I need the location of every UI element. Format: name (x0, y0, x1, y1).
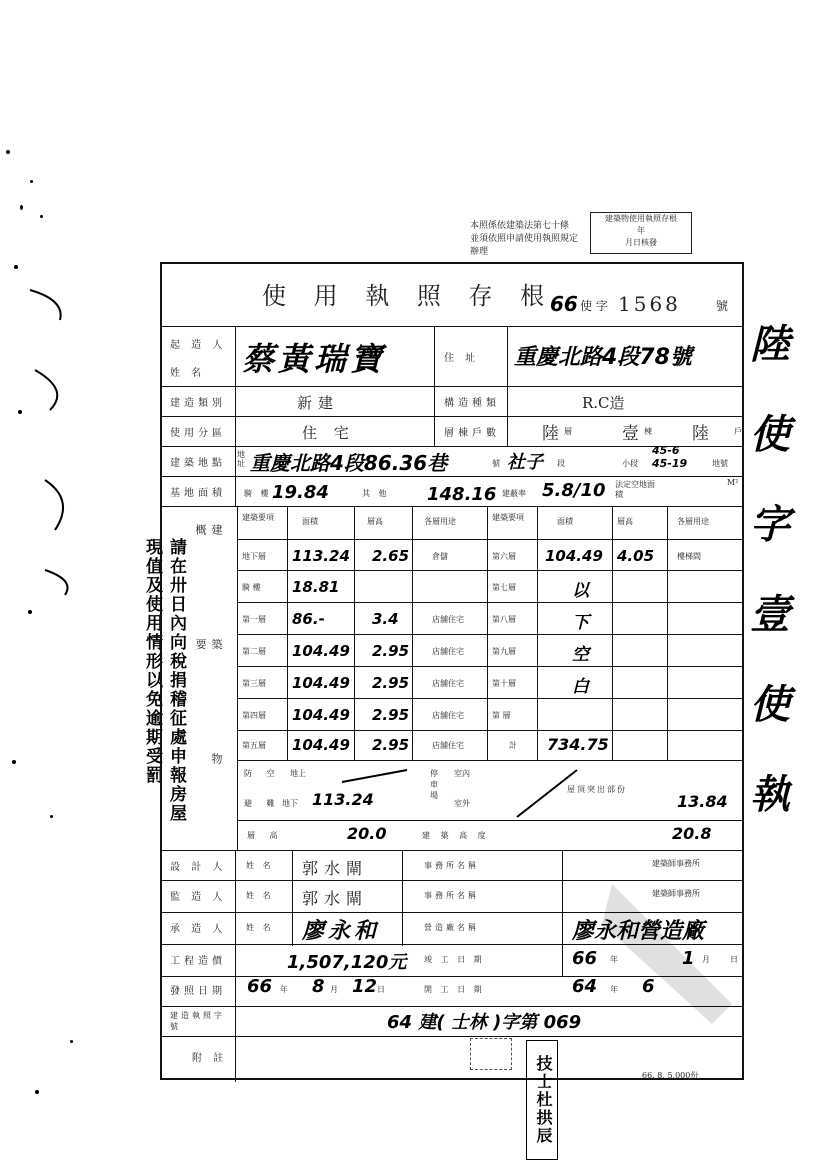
col-header-item: 建築要項 (242, 513, 274, 522)
floor-area: 18.81 (292, 578, 340, 596)
completion-month-unit: 月 (702, 955, 710, 964)
issue-month-unit: 月 (330, 985, 338, 994)
faint-seal (470, 1038, 512, 1070)
floor-name: 第八層 (492, 615, 516, 624)
floor-height: 2.95 (372, 674, 410, 692)
contractor-factory-label: 營造廠名稱 (424, 923, 479, 932)
building-height-label: 建 築 高 度 (422, 831, 490, 840)
floor-area: 白 (572, 677, 589, 697)
base-area-label: 基地面積 (170, 488, 226, 499)
issue-year: 66 (247, 976, 273, 997)
floor-use: 店舖住宅 (432, 741, 464, 750)
building-summary-label: 建 築 物 概 要 (194, 524, 223, 814)
floor-name: 地下層 (242, 552, 266, 561)
floors-value: 陸 (542, 424, 559, 444)
scan-speck (30, 180, 33, 183)
stamp-line: 建築物使用執照存根 (605, 214, 677, 223)
footer-print: 66. 8. 5,000份 (642, 1071, 699, 1080)
strike-lines (332, 762, 632, 822)
floor-use: 店舖住宅 (432, 647, 464, 656)
civil-defense-label: 防 空 (244, 769, 281, 778)
floor-use: 店舖住宅 (432, 615, 464, 624)
floor-area: 104.49 (292, 706, 350, 724)
floor-use: 店舖住宅 (432, 679, 464, 688)
permit-label: 建造執照字號 (170, 1011, 225, 1031)
permit-value: 64 建( 士林 )字第 069 (387, 1012, 582, 1033)
edge-char: 使 (750, 412, 790, 458)
license-year: 66 (550, 292, 578, 316)
parking-indoor: 室內 (454, 769, 470, 778)
issue-label: 發照日期 (170, 986, 226, 997)
floors-unit: 層 (564, 427, 572, 436)
floor-name: 第五層 (242, 741, 266, 750)
roof-value: 13.84 (677, 792, 728, 811)
col-header-use: 各層用途 (424, 517, 456, 526)
edge-char: 字 (750, 502, 790, 548)
supervisor-office-label: 事務所名稱 (424, 891, 479, 900)
site-sub-label: 地址 (237, 450, 245, 468)
scan-speck (28, 610, 32, 614)
site-small-section: 小段 (622, 459, 638, 468)
floor-name: 第四層 (242, 711, 266, 720)
edge-char: 壹 (750, 592, 790, 638)
edge-char: 使 (750, 682, 790, 728)
site-lot-numbers (652, 444, 687, 470)
contractor-name-label: 姓 名 (246, 923, 274, 932)
scan-speck (50, 815, 53, 818)
stamp-line: 並須依照申請使用執照規定辦理 (470, 234, 579, 257)
scan-speck (35, 1090, 39, 1094)
below-ground-label: 地下 (282, 799, 298, 808)
open-space-label: 法定空地面積 (615, 480, 655, 499)
site-label: 建築地點 (170, 458, 226, 469)
floor-area: 104.49 (292, 736, 350, 754)
floor-area: 86.- (292, 610, 325, 628)
seal-smudge (592, 864, 742, 1054)
floor-height: 3.4 (372, 610, 399, 628)
site-lot-number: 45-19 (652, 457, 688, 470)
designer-office-label: 事務所名稱 (424, 861, 479, 870)
owner-name: 蔡黃瑞寶 (242, 340, 387, 378)
issue-day-unit: 日 (377, 985, 385, 994)
issue-day: 12 (352, 976, 378, 997)
other-label: 其 他 (362, 489, 390, 498)
scan-speck (40, 215, 43, 218)
edge-char: 陸 (750, 322, 790, 368)
completion-label: 竣 工 日 期 (424, 955, 485, 964)
license-word: 使 字 (580, 299, 608, 313)
license-suffix: 號 (716, 299, 729, 313)
edge-char: 執 (750, 772, 790, 818)
issue-year-unit: 年 (280, 985, 288, 994)
col-header-area-right: 面積 (557, 517, 573, 526)
issue-month: 8 (312, 976, 325, 997)
arcade-area: 19.84 (272, 482, 329, 503)
scan-speck (70, 1040, 73, 1043)
use-zone-label: 使用分區 (170, 428, 226, 439)
completion-year: 66 (572, 948, 598, 969)
designer-name: 郭水閘 (302, 859, 369, 878)
tax-notice-note: 請在卅日內向稅捐稽征處申報房屋現值及使用情形以免逾期受罰 (142, 538, 186, 823)
floor-height: 2.95 (372, 736, 410, 754)
technician-stamp: 技士杜拱辰 (526, 1040, 558, 1160)
floor-height: 2.65 (372, 547, 410, 565)
usage-license-stub-form (160, 262, 744, 1080)
storey-height-label: 層 高 (247, 831, 284, 840)
start-label: 開 工 日 期 (424, 985, 485, 994)
col-header-area: 面積 (302, 517, 318, 526)
scan-speck (6, 150, 10, 154)
completion-day-unit: 日 (730, 955, 738, 964)
supervisor-label: 監 造 人 (170, 892, 227, 903)
stamp-top-left (470, 220, 580, 259)
form-title: 使 用 執 照 存 根 (262, 282, 555, 310)
floor-name: 第二層 (242, 647, 266, 656)
coverage-label: 建蔽率 (502, 489, 526, 498)
building-height-value: 20.8 (672, 824, 712, 843)
open-space-unit: M² (727, 478, 739, 487)
cost-value: 1,507,120元 (287, 952, 407, 973)
above-ground-label: 地上 (290, 769, 306, 778)
stamp-line: 本照係依建築法第七十條 (470, 221, 570, 231)
start-month: 6 (642, 976, 655, 997)
floor-area: 104.49 (292, 674, 350, 692)
build-type-value: 新建 (297, 394, 340, 412)
right-edge-fragments (750, 300, 832, 900)
site-value: 重慶北路4段86.36巷 (250, 451, 448, 475)
floor-area: 104.49 (545, 547, 603, 565)
contractor-factory: 廖永和營造廠 (572, 919, 705, 944)
floor-area: 113.24 (292, 547, 350, 565)
structure-value: R.C造 (582, 394, 625, 412)
use-zone-value: 住 宅 (302, 424, 355, 442)
floor-name: 第三層 (242, 679, 266, 688)
completion-month: 1 (682, 948, 695, 969)
floor-height: 2.95 (372, 642, 410, 660)
other-area: 148.16 (427, 484, 497, 505)
floor-name: 第 層 (492, 711, 511, 720)
site-section: 段 (557, 459, 565, 468)
parking-outdoor: 室外 (454, 799, 470, 808)
structure-label: 構造種類 (444, 398, 500, 409)
designer-office: 建築師事務所 (652, 859, 700, 868)
floor-height: 4.05 (617, 547, 655, 565)
floor-name: 第七層 (492, 583, 516, 592)
floor-name: 第六層 (492, 552, 516, 561)
start-year-unit: 年 (610, 985, 618, 994)
floor-name: 計 (509, 741, 517, 750)
floors-households-label: 層棟戶數 (444, 428, 500, 439)
scan-arc-marks (20, 280, 80, 600)
address-label: 住 址 (444, 353, 480, 364)
remarks-label: 附 註 (192, 1053, 228, 1064)
floor-area: 下 (572, 613, 589, 633)
floor-use: 樓梯間 (677, 552, 701, 561)
scan-speck (14, 265, 18, 269)
buildings-unit: 棟 (644, 427, 652, 436)
site-district: 社子 (507, 452, 543, 473)
floor-use: 店舖住宅 (432, 711, 464, 720)
coverage-value: 5.8/10 (542, 480, 606, 501)
supervisor-office: 建築師事務所 (652, 889, 700, 898)
households-value: 陸 (692, 424, 709, 444)
completion-year-unit: 年 (610, 955, 618, 964)
col-header-height-right: 層高 (617, 517, 633, 526)
floor-height: 2.95 (372, 706, 410, 724)
cost-label: 工程造價 (170, 956, 226, 967)
address-value: 重慶北路4段78號 (514, 345, 692, 370)
floor-name: 第九層 (492, 647, 516, 656)
supervisor-name-label: 姓 名 (246, 891, 274, 900)
site-no-label: 號 (492, 459, 500, 468)
stamp-line: 年 (637, 226, 645, 235)
floor-area: 104.49 (292, 642, 350, 660)
floor-area: 空 (572, 645, 589, 665)
designer-name-label: 姓 名 (246, 861, 274, 870)
start-year: 64 (572, 976, 598, 997)
scan-speck (20, 205, 23, 210)
storey-height-value: 20.0 (347, 824, 387, 843)
owner-label-2: 姓 名 (170, 368, 206, 379)
col-header-height: 層高 (367, 517, 383, 526)
floor-name: 第一層 (242, 615, 266, 624)
col-header-item-right: 建築要項 (492, 513, 524, 522)
scan-speck (12, 760, 16, 764)
floor-area: 734.75 (547, 735, 609, 754)
floor-use: 倉儲 (432, 552, 448, 561)
floor-name: 第十層 (492, 679, 516, 688)
site-lot-label: 地號 (712, 459, 728, 468)
site-lot-number: 45-6 (652, 444, 680, 457)
parking-label: 停車場 (430, 769, 438, 800)
evac-label: 避 難 (244, 799, 281, 808)
buildings-value: 壹 (622, 424, 639, 444)
contractor-label: 承 造 人 (170, 924, 227, 935)
arcade-label: 騎 樓 (244, 489, 272, 498)
supervisor-name: 郭水閘 (302, 889, 369, 908)
designer-label: 設 計 人 (170, 862, 227, 873)
households-unit: 戶 (734, 427, 742, 436)
license-number: 1568 (618, 292, 681, 316)
contractor-name: 廖永和 (302, 919, 381, 944)
stamp-line: 月日核發 (625, 238, 657, 247)
floor-area: 以 (572, 581, 589, 601)
roof-label: 屋頂突出部份 (567, 785, 627, 794)
stamp-top-right (590, 212, 692, 254)
col-header-use-right: 各層用途 (677, 517, 709, 526)
owner-label-1: 起 造 人 (170, 340, 227, 351)
floor-name: 騎 樓 (242, 583, 261, 592)
build-type-label: 建造類別 (170, 398, 226, 409)
below-ground-area: 113.24 (312, 790, 374, 809)
